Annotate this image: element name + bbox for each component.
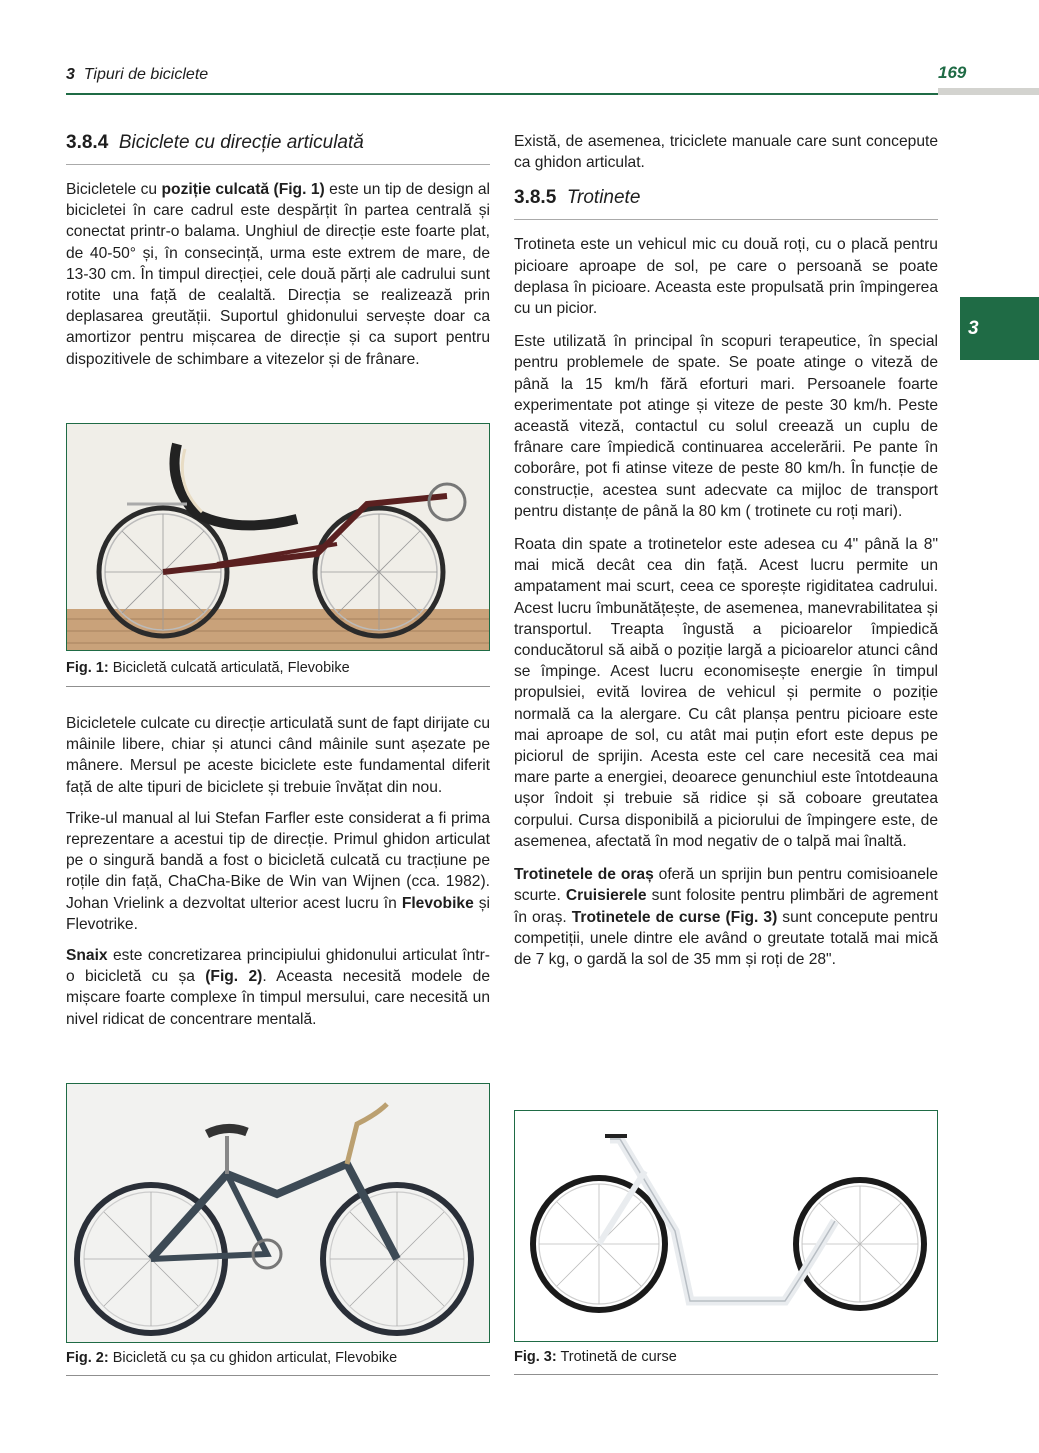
caption-rule [66,686,490,687]
figure-2-image [66,1083,490,1343]
paragraph: Trotineta este un vehicul mic cu două roți, cu o placă pentru picioare aproape de sol, pe care o persoană se poate deplasa în picioare. Aceasta este propulsată prin împingerea cu un picior. [514,236,938,318]
left-column-top [66,132,490,370]
running-header [66,66,208,84]
chapter-tab: 3 [960,297,1039,360]
paragraph: Trike-ul manual al lui Stefan Farfler este considerat a fi prima reprezentare a acestui tip de direcție. Primul ghidon articulat pe o singură bandă a fost o bicicletă culcată cu tracțiune pe roțile din față, ChaCha-Bike de Win van Wijnen (cca. 1982). Johan Vrielink a dezvoltat ulterior acest lucru în Flevobike și Flevotrike. [66,809,491,933]
chapter-title: Tipuri de biciclete [83,66,209,83]
recumbent-bike-icon [67,424,490,651]
page-number: 169 [938,63,967,82]
section-title: Trotinete [566,187,641,209]
header-gray-bar [938,88,1039,95]
caption-rule [514,1374,938,1375]
paragraph: Roata din spate a trotinetelor este adesea cu 4" până la 8" mai mică decât cea din față. Acest lucru permite un ampatament mai scurt, ceea ce sporește rigiditatea cadrului. Acest lucru îmbunătățește, de asemenea, manevrabilitatea și transportul. Treapta îngustă a picioarelor împiedică conducătorul să aibă o poziție largă a picioarelor atunci când se împinge. Acest lucru economisește energie în timpul propulsiei, evită lovirea de vehicul și permite o poziție normală ca la alergare. Cu cât planșa pentru picioare este mai aproape de sol, cu atât mai puțin efort este depus pe piciorul de sprijin. Acesta este cel care necesită cea mai mare parte a energiei, deoarece genunchiul este întotdeauna ușor îndoit și trebuie să ridice și să coboare greutatea corpului. Cursa disponibilă a piciorului de împingere este, de asemenea, afectată în mod negativ de o talpă mai înaltă. [514,536,938,850]
right-column [514,131,938,970]
paragraph: Snaix este concretizarea principiului ghidonului articulat într-o bicicletă cu șa (Fig. 2). Aceasta necesită modele de mișcare foarte complexe în timpul mersului, care necesită un nivel ridicat de concentrare mentală. [66,947,491,1028]
paragraph: Bicicletele cu poziție culcată (Fig. 1) este un tip de design al bicicletei în care cadrul este despărțit în partea centrală și conectat printr-o balama. Unghiul de direcție este foarte plat, de 40-50° și, în consecință, urma este extrem de mare, de 13-30 cm. În timpul direcției, cele două părți ale cadrului sunt rotite una față de cealaltă. Direcția se realizează prin deplasarea greutății. Suportul ghidonului servește doar ca amortizor pentru mișcarea de direcție și ca suport pentru dispozitivele de schimbare a vitezelor și de frânare. [66,181,491,368]
section-heading-384 [66,132,490,165]
figure-1-caption: Fig. 1: Bicicletă culcată articulată, Flevobike [66,660,350,676]
section-title: Biciclete cu direcție articulată [118,132,364,153]
figure-1-image [66,423,490,651]
section-heading-385 [514,187,938,220]
chapter-number: 3 [66,66,75,83]
snaix-bike-icon [67,1084,490,1343]
caption-rule [66,1375,490,1376]
racing-scooter-icon [515,1111,938,1342]
figure-2-caption: Fig. 2: Bicicletă cu șa cu ghidon articulat, Flevobike [66,1350,398,1366]
paragraph: Trotinetele de oraș oferă un sprijin bun pentru comisioanele scurte. Cruisierele sunt folosite pentru plimbări de agrement în oraș. Trotinetele de curse (Fig. 3) sunt concepute pentru competiții, unele dintre ele având o greutate totală mai mică de 7 kg, o gardă la sol de 35 mm și roți de 28". [514,866,939,968]
figure-3-caption: Fig. 3: Trotinetă de curse [514,1349,677,1365]
header-rule [66,93,938,95]
figure-3-image [514,1110,938,1342]
paragraph: Este utilizată în principal în scopuri terapeutice, în special pentru problemele de spate. Se poate atinge o viteză de până la 15 km/h fără eforturi mari. Persoanele foarte experimentate pot atinge și viteze de peste 30 km/h. Peste această viteză, contactul cu solul creează un cuplu de frânare care împiedică continuarea accelerării. Pe pante în coborâre, pot fi atinse viteze de peste 80 km/h. În funcție de construcție, acestea sunt adecvate ca mijloc de transport pentru distanțe de până la 80 km ( trotinete cu roți mari). [514,333,938,520]
paragraph: Există, de asemenea, triciclete manuale care sunt concepute ca ghidon articulat. [514,133,938,172]
paragraph: Bicicletele culcate cu direcție articulată sunt de fapt dirijate cu mâinile libere, chiar și atunci când mâinile sunt așezate pe mânere. Mersul pe aceste biciclete este fundamental diferit față de alte tipuri de biciclete și trebuie învățat din nou. [66,715,490,796]
left-column-middle [66,713,490,1030]
section-number: 3.8.4 [66,132,109,153]
section-number: 3.8.5 [514,187,557,209]
